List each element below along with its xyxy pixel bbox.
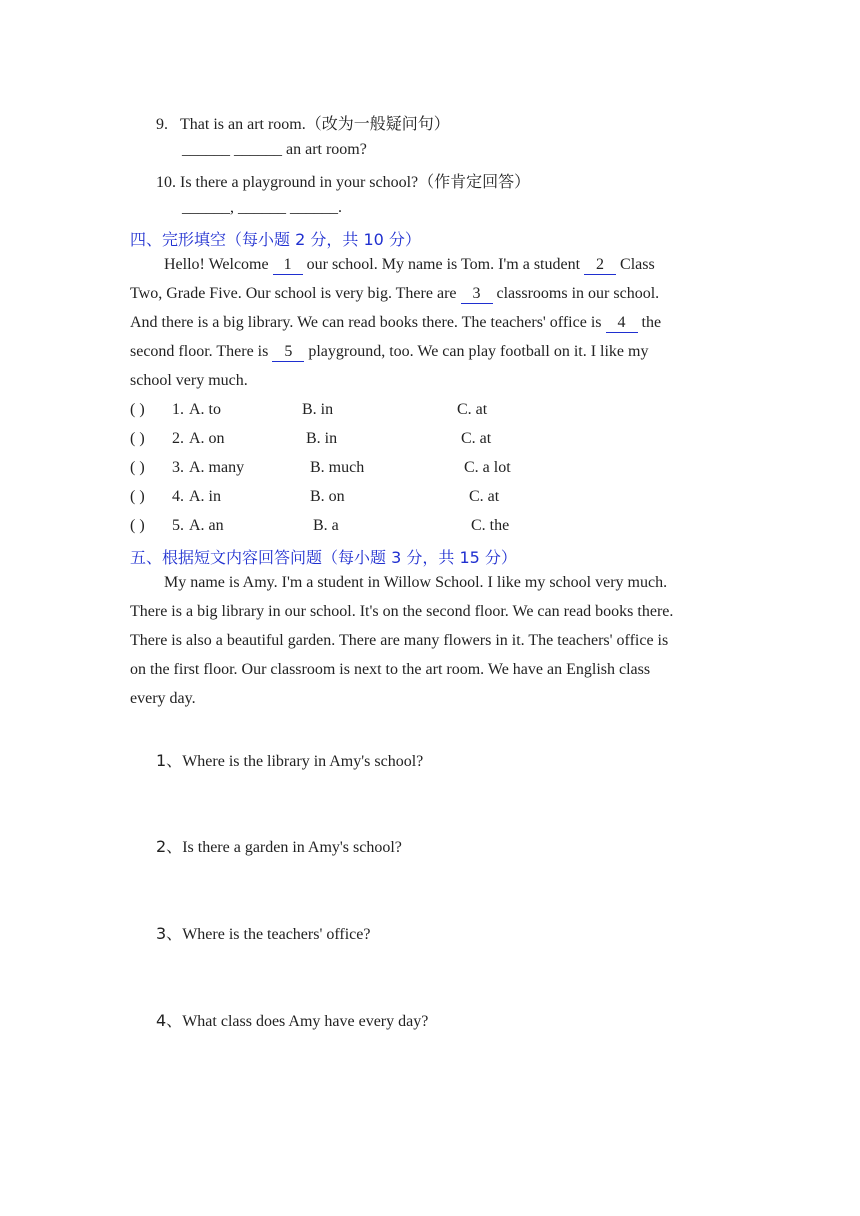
- reading-line-2: There is a big library in our school. It's on the second floor. We can read books there.: [130, 603, 674, 620]
- question-sentence: Is there a playground in your school?: [180, 174, 419, 191]
- option-c: C. the: [471, 517, 510, 534]
- answer-line-10: ______, ______ ______.: [182, 199, 342, 216]
- reading-line-5: every day.: [130, 690, 196, 707]
- cloze-blank-1: 1: [273, 256, 303, 275]
- choice-question-1: ( ) 1. A. to B. in C. at: [130, 401, 488, 418]
- reading-question-4: [156, 1008, 428, 1031]
- option-c: C. at: [469, 488, 500, 505]
- cloze-blank-4: 4: [606, 314, 638, 333]
- question-text: Where is the library in Amy's school?: [182, 753, 424, 770]
- answer-line-9: ______ ______ an art room?: [182, 141, 367, 158]
- question-9: [156, 111, 450, 134]
- reading-question-3: [156, 921, 370, 944]
- cloze-line-2: Two, Grade Five. Our school is very big. There are 3 classrooms in our school.: [130, 285, 660, 302]
- option-c: C. a lot: [464, 459, 511, 476]
- cloze-line-1: Hello! Welcome 1 our school. My name is Tom. I'm a student 2 Class: [164, 256, 655, 273]
- question-instruction: （改为一般疑问句）: [305, 114, 450, 133]
- question-text: Is there a garden in Amy's school?: [182, 839, 402, 856]
- question-number: 1、: [156, 751, 183, 770]
- choice-question-2: ( ) 2. A. on B. in C. at: [130, 430, 492, 447]
- question-number: 4、: [156, 1011, 183, 1030]
- option-a: A. an: [189, 517, 224, 534]
- reading-question-2: [156, 834, 402, 857]
- reading-line-3: There is also a beautiful garden. There are many flowers in it. The teachers' office is: [130, 632, 669, 649]
- question-number: 2、: [156, 837, 183, 856]
- answer-paren[interactable]: ( ): [130, 430, 145, 447]
- reading-question-1: [156, 748, 423, 771]
- cloze-blank-2: 2: [584, 256, 616, 275]
- answer-paren[interactable]: ( ): [130, 401, 145, 418]
- option-b: B. in: [306, 430, 338, 447]
- option-a: A. many: [189, 459, 245, 476]
- section-5-heading: 五、根据短文内容回答问题（每小题 3 分，共 15 分）: [130, 548, 517, 567]
- reading-line-4: on the first floor. Our classroom is next to the art room. We have an English class: [130, 661, 651, 678]
- question-text: What class does Amy have every day?: [182, 1013, 429, 1030]
- choice-question-5: ( ) 5. A. an B. a C. the: [130, 517, 510, 534]
- option-c: C. at: [457, 401, 488, 418]
- cloze-line-4: second floor. There is 5 playground, too. We can play football on it. I like my: [130, 343, 649, 360]
- question-10: [156, 169, 530, 192]
- question-instruction: （作肯定回答）: [418, 172, 531, 191]
- question-number: 3、: [156, 924, 183, 943]
- option-b: B. in: [302, 401, 334, 418]
- answer-paren[interactable]: ( ): [130, 488, 145, 505]
- cloze-blank-5: 5: [272, 343, 304, 362]
- answer-paren[interactable]: ( ): [130, 517, 145, 534]
- question-sentence: That is an art room.: [180, 116, 306, 133]
- answer-paren[interactable]: ( ): [130, 459, 145, 476]
- cloze-line-3: And there is a big library. We can read books there. The teachers' office is 4 the: [130, 314, 662, 331]
- option-b: B. on: [310, 488, 345, 505]
- choice-question-4: ( ) 4. A. in B. on C. at: [130, 488, 500, 505]
- choice-question-3: ( ) 3. A. many B. much C. a lot: [130, 459, 511, 476]
- option-a: A. to: [189, 401, 221, 418]
- option-a: A. in: [189, 488, 221, 505]
- option-c: C. at: [461, 430, 492, 447]
- cloze-line-5: school very much.: [130, 372, 248, 389]
- cloze-blank-3: 3: [461, 285, 493, 304]
- section-4-heading: 四、完形填空（每小题 2 分，共 10 分）: [130, 230, 421, 249]
- reading-line-1: My name is Amy. I'm a student in Willow School. I like my school very much.: [164, 574, 668, 591]
- option-a: A. on: [189, 430, 225, 447]
- question-number: 10.: [156, 174, 176, 191]
- option-b: B. a: [313, 517, 339, 534]
- option-b: B. much: [310, 459, 365, 476]
- question-number: 9.: [156, 116, 168, 133]
- question-text: Where is the teachers' office?: [182, 926, 371, 943]
